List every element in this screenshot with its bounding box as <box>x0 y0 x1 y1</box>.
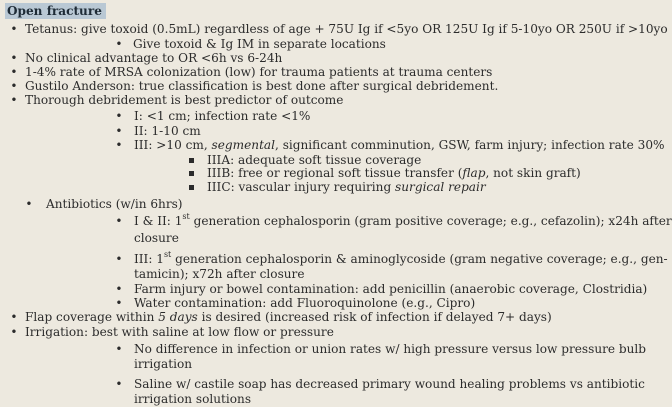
list-item <box>9 325 334 339</box>
item-text: Antibiotics (w/in 6hrs) <box>46 197 183 211</box>
square-bullet-icon <box>189 158 194 163</box>
bullet-icon: • <box>10 22 18 36</box>
bullet-icon: • <box>10 93 18 107</box>
item-text: Tetanus: give toxoid (0.5mL) regardless of age + 75U Ig if <5yo OR 125U Ig if 5-10yo OR 250U if >10yo <box>25 22 668 36</box>
list-item <box>114 282 647 296</box>
list-item <box>114 342 646 356</box>
item-text-continued: closure <box>134 231 179 245</box>
item-text: IIIC: vascular injury requiring surgical repair <box>207 180 486 194</box>
bullet-icon: • <box>115 214 123 228</box>
bullet-icon: • <box>115 37 123 51</box>
item-text: III: 1st generation cephalosporin & aminoglycoside (gram negative coverage; e.g., gen- <box>134 249 668 266</box>
bullet-icon: • <box>10 325 18 339</box>
bullet-icon: • <box>115 377 123 391</box>
list-item <box>9 22 668 36</box>
list-item <box>187 180 486 194</box>
item-text: I & II: 1st generation cephalosporin (gram positive coverage; e.g., cefazolin); x24h after <box>134 211 672 228</box>
item-text: IIIB: free or regional soft tissue transfer (flap, not skin graft) <box>207 166 581 180</box>
item-text: 1-4% rate of MRSA colonization (low) for trauma patients at trauma centers <box>25 65 493 79</box>
item-text: Saline w/ castile soap has decreased primary wound healing problems vs antibiotic <box>134 377 645 391</box>
list-item <box>9 79 498 93</box>
list-item <box>114 124 201 138</box>
list-item <box>114 211 672 228</box>
item-text: Thorough debridement is best predictor of outcome <box>25 93 344 107</box>
item-text: Give toxoid & Ig IM in separate locations <box>133 37 386 51</box>
item-text: Flap coverage within 5 days is desired (increased risk of infection if delayed 7+ days) <box>25 310 552 324</box>
item-text-continued: irrigation solutions <box>134 392 252 406</box>
page-title: Open fracture <box>5 3 106 19</box>
bullet-icon: • <box>115 138 123 152</box>
bullet-icon: • <box>115 124 123 138</box>
item-text: Farm injury or bowel contamination: add penicillin (anaerobic coverage, Clostridia) <box>134 282 648 296</box>
list-item <box>114 249 668 266</box>
list-item <box>24 197 183 211</box>
item-text: II: 1-10 cm <box>134 124 201 138</box>
bullet-icon: • <box>115 252 123 266</box>
item-text: I: <1 cm; infection rate <1% <box>134 109 311 123</box>
item-text: IIIA: adequate soft tissue coverage <box>207 153 422 167</box>
bullet-icon: • <box>10 51 18 65</box>
item-text: No difference in infection or union rates w/ high pressure versus low pressure bulb <box>134 342 647 356</box>
bullet-icon: • <box>115 282 123 296</box>
bullet-icon: • <box>25 197 33 211</box>
bullet-icon: • <box>10 310 18 324</box>
list-item <box>9 93 343 107</box>
item-text: Irrigation: best with saline at low flow or pressure <box>25 325 334 339</box>
list-item <box>114 296 475 310</box>
square-bullet-icon <box>189 185 194 190</box>
bullet-icon: • <box>10 79 18 93</box>
item-text: III: >10 cm, segmental, significant comminution, GSW, farm injury; infection rate 30% <box>134 138 665 152</box>
bullet-icon: • <box>10 65 18 79</box>
list-item <box>114 109 310 123</box>
list-item <box>9 65 492 79</box>
bullet-icon: • <box>115 342 123 356</box>
item-text: No clinical advantage to OR <6h vs 6-24h <box>25 51 283 65</box>
list-item <box>114 377 645 391</box>
list-item <box>114 138 665 152</box>
list-item <box>9 51 282 65</box>
square-bullet-icon <box>189 171 194 176</box>
item-text-continued: tamicin); x72h after closure <box>134 267 305 281</box>
item-text-continued: irrigation <box>134 357 193 371</box>
list-item <box>9 310 552 324</box>
bullet-icon: • <box>115 109 123 123</box>
list-item <box>114 37 386 51</box>
item-text: Water contamination: add Fluoroquinolone (e.g., Cipro) <box>134 296 476 310</box>
bullet-icon: • <box>115 296 123 310</box>
list-item <box>187 166 581 180</box>
item-text: Gustilo Anderson: true classification is best done after surgical debridement. <box>25 79 499 93</box>
